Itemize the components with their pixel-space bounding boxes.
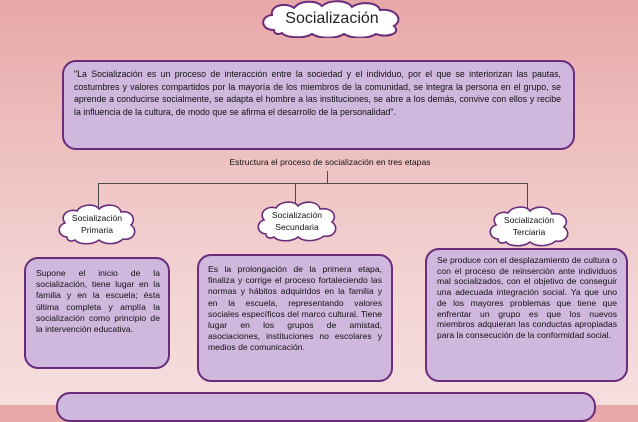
stage-cloud-secundaria bbox=[254, 200, 340, 242]
definition-box bbox=[62, 60, 575, 150]
stage-label-primaria: Socialización Primaria bbox=[71, 213, 123, 235]
stage-text-terciaria: Se produce con el desplazamiento de cultura o con el proceso de reinserción ante individuos mal socializados, con el objetivo de conseguir una adecuada integración social. Ya que uno de los mayores problemas que tiene que enfrentar un grupo es que los nuevos miembros adquieran las conductas apropiadas para la consecución de la conformidad social. bbox=[437, 255, 617, 340]
stage-label-secundaria: Socialización Secundaria bbox=[271, 210, 323, 232]
page-title: Socialización bbox=[285, 10, 379, 27]
connector-horizontal bbox=[98, 183, 528, 184]
stage-box-primaria bbox=[24, 257, 170, 369]
title-cloud bbox=[256, 0, 408, 38]
connector-trunk bbox=[327, 171, 328, 183]
stage-label-terciaria: Socialización Terciaria bbox=[503, 215, 555, 237]
stage-box-terciaria bbox=[425, 248, 628, 382]
definition-text: "La Socialización es un proceso de interacción entre la sociedad y el individuo, por el que se interiorizan las pautas, costumbres y valores compartidos por la mayoría de los miembros de la comunidad, se integra la persona en el grupo, se aprende a conducirse socialmente, se adapta el hombre a las instituciones, se abre a los demás, convive con ellos y recibe la influencia de la cultura, de modo que se afirma el desarrollo de la personalidad". bbox=[74, 69, 561, 117]
stage-box-secundaria bbox=[197, 254, 393, 382]
bottom-box bbox=[56, 392, 596, 422]
stage-cloud-primaria bbox=[55, 203, 139, 245]
stage-cloud-terciaria bbox=[486, 205, 572, 247]
structure-label: Estructura el proceso de socialización en tres etapas bbox=[229, 157, 431, 167]
stage-text-primaria: Supone el inicio de la socialización, tiene lugar en la familia y en la escuela; ésta última completa y amplía la socialización como principio de la intervención educativa. bbox=[36, 268, 160, 335]
stage-text-secundaria: Es la prolongación de la primera etapa, finaliza y corrige el proceso fortaleciendo las normas y hábitos adquiridos en la familia y en la escuela, representando valores sociales específicos del marco cultural. Tiene lugar en los grupos de amistad, asociaciones, instituciones no escolares y medios de comunicación. bbox=[208, 264, 382, 353]
